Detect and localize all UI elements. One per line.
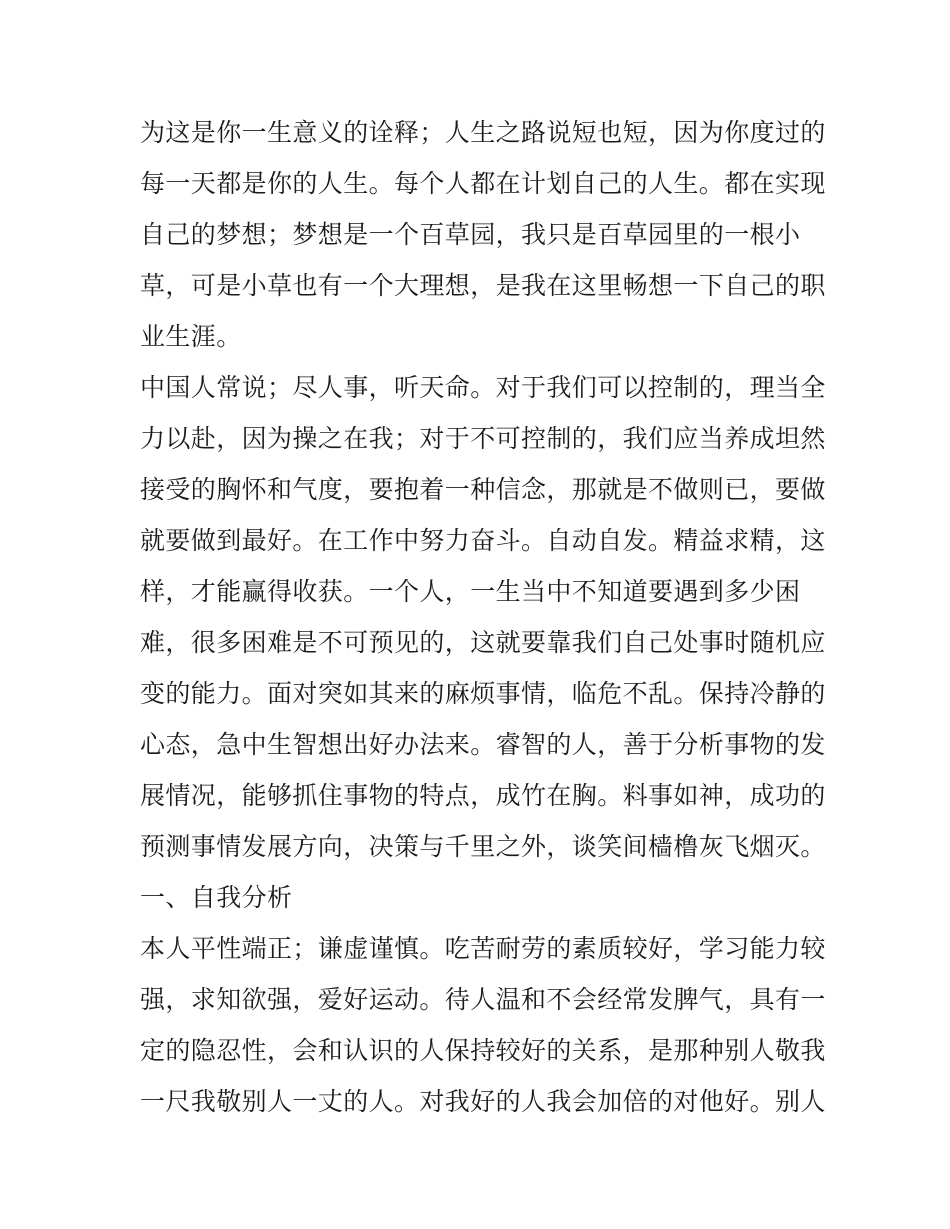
- text-line: 本人平性端正；谦虚谨慎。吃苦耐劳的素质较好，学习能力较: [140, 934, 826, 963]
- document-body: [140, 107, 826, 1127]
- text-line: 定的隐忍性，会和认识的人保持较好的关系，是那种别人敬我: [140, 1036, 826, 1065]
- section-heading: 一、自我分析: [140, 883, 293, 912]
- text-line: 预测事情发展方向，决策与千里之外，谈笑间樯橹灰飞烟灭。: [140, 832, 826, 861]
- text-line: 难，很多困难是不可预见的，这就要靠我们自己处事时随机应: [140, 628, 826, 657]
- text-line: 中国人常说；尽人事，听天命。对于我们可以控制的，理当全: [140, 373, 826, 402]
- text-line: 强，求知欲强，爱好运动。待人温和不会经常发脾气，具有一: [140, 985, 826, 1014]
- text-line: 自己的梦想；梦想是一个百草园，我只是百草园里的一根小: [140, 220, 801, 249]
- text-line: 草，可是小草也有一个大理想，是我在这里畅想一下自己的职: [140, 271, 826, 300]
- text-line: 业生涯。: [140, 322, 242, 351]
- text-line: 展情况，能够抓住事物的特点，成竹在胸。料事如神，成功的: [140, 781, 826, 810]
- text-line: 变的能力。面对突如其来的麻烦事情，临危不乱。保持冷静的: [140, 679, 826, 708]
- text-line: 接受的胸怀和气度，要抱着一种信念，那就是不做则已，要做: [140, 475, 826, 504]
- text-line: 样，才能赢得收获。一个人，一生当中不知道要遇到多少困: [140, 577, 801, 606]
- text-line: 每一天都是你的人生。每个人都在计划自己的人生。都在实现: [140, 169, 826, 198]
- text-line: 一尺我敬别人一丈的人。对我好的人我会加倍的对他好。别人: [140, 1087, 826, 1116]
- text-line: 就要做到最好。在工作中努力奋斗。自动自发。精益求精，这: [140, 526, 826, 555]
- text-line: 心态，急中生智想出好办法来。睿智的人，善于分析事物的发: [140, 730, 826, 759]
- text-line: 为这是你一生意义的诠释；人生之路说短也短，因为你度过的: [140, 118, 826, 147]
- text-line: 力以赴，因为操之在我；对于不可控制的，我们应当养成坦然: [140, 424, 826, 453]
